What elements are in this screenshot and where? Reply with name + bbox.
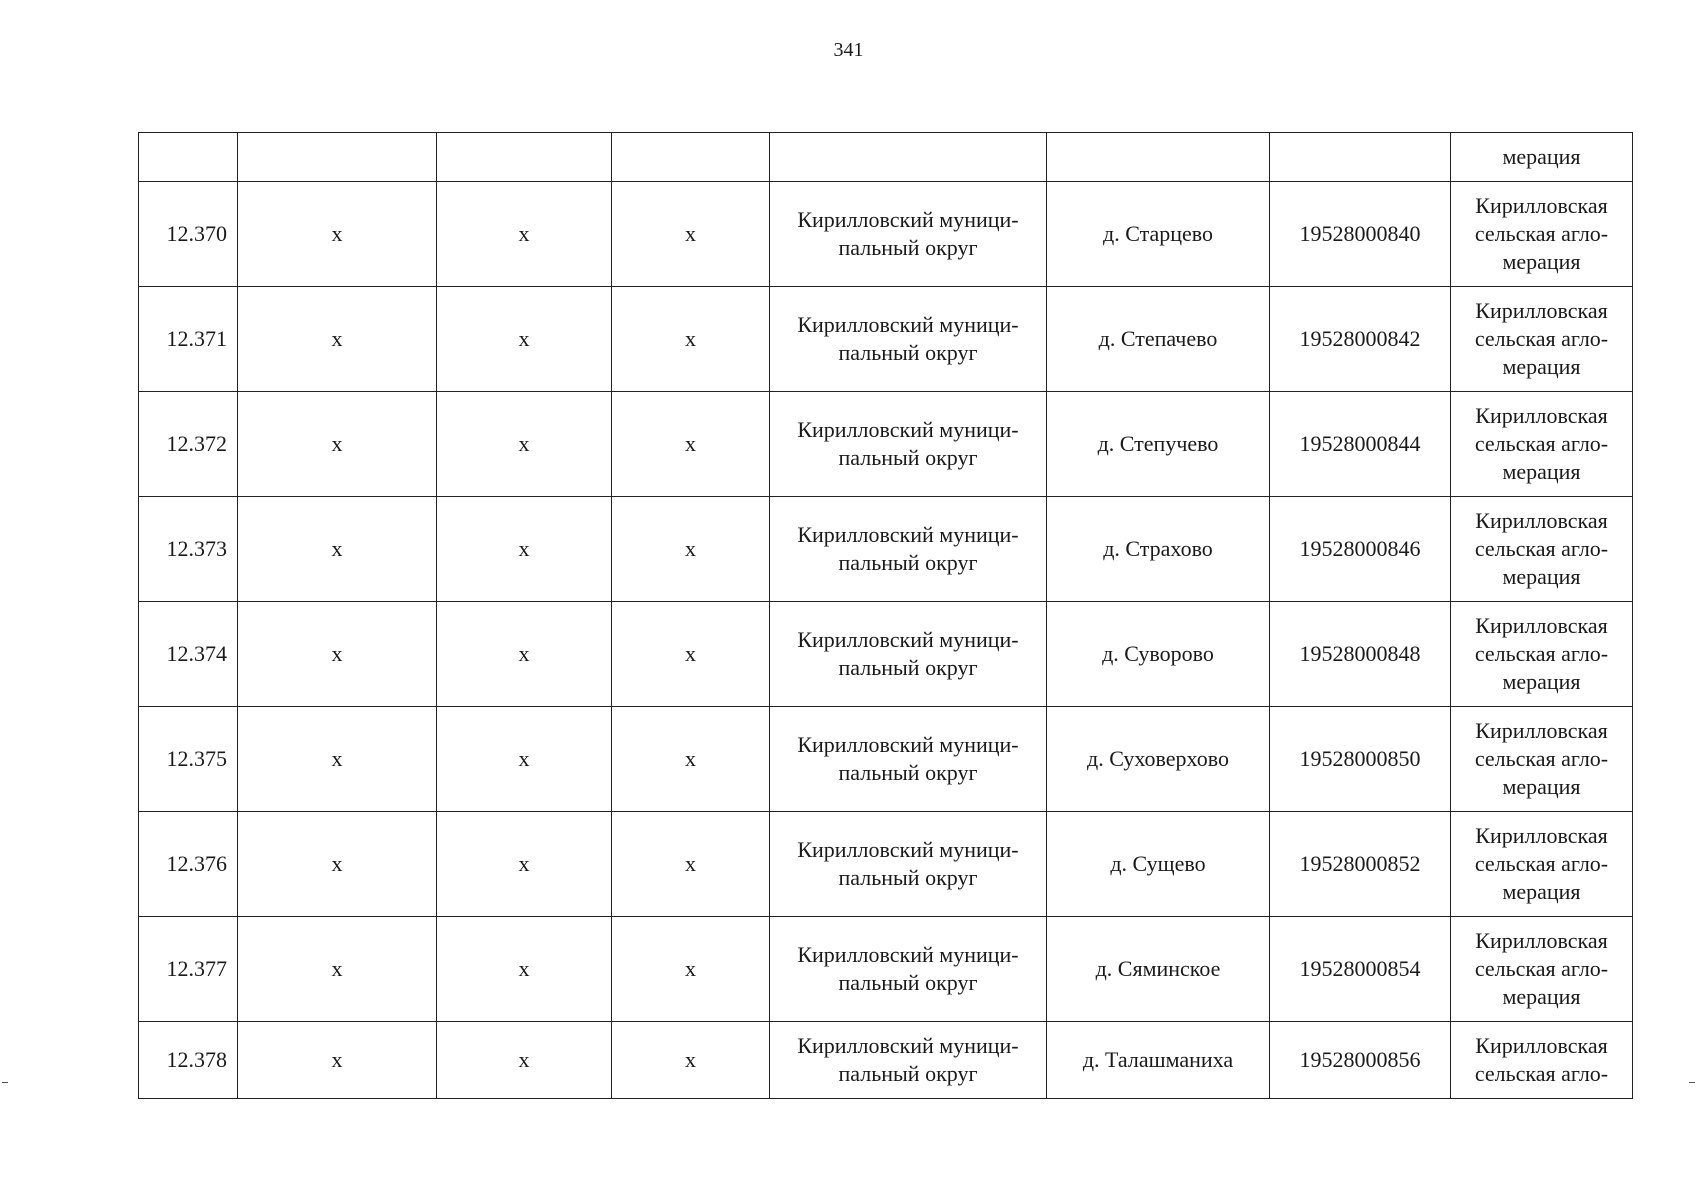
district-line: Кирилловский муници- xyxy=(797,1033,1019,1058)
agglomeration-line: сельская агло- xyxy=(1474,431,1609,456)
district-cell xyxy=(770,497,1047,602)
empty-cell xyxy=(770,133,1047,182)
code-cell: 19528000852 xyxy=(1270,812,1451,917)
agglomeration-line: мерация xyxy=(1502,249,1581,274)
district-line: Кирилловский муници- xyxy=(797,522,1019,547)
district-cell xyxy=(770,707,1047,812)
row-number: 12.377 xyxy=(139,917,238,1022)
cell-x: х xyxy=(238,707,437,812)
district-line: пальный округ xyxy=(838,1061,978,1086)
empty-cell xyxy=(238,133,437,182)
agglomeration-line: сельская агло- xyxy=(1474,326,1609,351)
continuation-cell: мерация xyxy=(1451,133,1633,182)
agglomeration-line: мерация xyxy=(1502,354,1581,379)
code-cell: 19528000848 xyxy=(1270,602,1451,707)
table-row xyxy=(139,392,1633,497)
table-row xyxy=(139,497,1633,602)
district-line: пальный округ xyxy=(838,550,978,575)
cell-x: х xyxy=(238,182,437,287)
cell-x: х xyxy=(238,602,437,707)
settlement-cell: д. Суховерхово xyxy=(1047,707,1270,812)
row-number: 12.373 xyxy=(139,497,238,602)
cell-x: х xyxy=(238,497,437,602)
table-row xyxy=(139,812,1633,917)
cell-x: х xyxy=(437,182,612,287)
cell-x: х xyxy=(612,182,770,287)
settlement-cell: д. Старцево xyxy=(1047,182,1270,287)
row-number: 12.370 xyxy=(139,182,238,287)
agglomeration-line: сельская агло- xyxy=(1474,641,1609,666)
cell-x: х xyxy=(238,917,437,1022)
empty-cell xyxy=(437,133,612,182)
cell-x: х xyxy=(612,392,770,497)
code-cell: 19528000850 xyxy=(1270,707,1451,812)
agglomeration-cell xyxy=(1451,602,1633,707)
cell-x: х xyxy=(437,812,612,917)
empty-cell xyxy=(1047,133,1270,182)
cell-x: х xyxy=(612,497,770,602)
cell-x: х xyxy=(612,1022,770,1099)
agglomeration-line: сельская агло- xyxy=(1474,221,1609,246)
district-line: Кирилловский муници- xyxy=(797,417,1019,442)
settlements-table xyxy=(138,132,1633,1099)
row-number: 12.378 xyxy=(139,1022,238,1099)
cell-x: х xyxy=(437,287,612,392)
settlement-cell: д. Суворово xyxy=(1047,602,1270,707)
agglomeration-cell xyxy=(1451,917,1633,1022)
cell-x: х xyxy=(612,812,770,917)
page-number: 341 xyxy=(833,39,864,61)
cell-x: х xyxy=(437,917,612,1022)
scan-artifact-right xyxy=(1689,1082,1695,1083)
agglomeration-line: Кирилловская xyxy=(1475,823,1608,848)
row-number: 12.374 xyxy=(139,602,238,707)
district-cell xyxy=(770,602,1047,707)
agglomeration-line: мерация xyxy=(1502,984,1581,1009)
settlement-cell: д. Степачево xyxy=(1047,287,1270,392)
agglomeration-line: мерация xyxy=(1502,459,1581,484)
continuation-row xyxy=(139,133,1633,182)
district-cell xyxy=(770,1022,1047,1099)
table-row xyxy=(139,287,1633,392)
settlement-cell: д. Сяминское xyxy=(1047,917,1270,1022)
cell-x: х xyxy=(437,392,612,497)
code-cell: 19528000842 xyxy=(1270,287,1451,392)
agglomeration-cell xyxy=(1451,182,1633,287)
district-line: Кирилловский муници- xyxy=(797,732,1019,757)
code-cell: 19528000840 xyxy=(1270,182,1451,287)
district-line: пальный округ xyxy=(838,445,978,470)
table-row xyxy=(139,1022,1633,1099)
district-line: пальный округ xyxy=(838,340,978,365)
district-line: пальный округ xyxy=(838,655,978,680)
agglomeration-line: Кирилловская xyxy=(1475,298,1608,323)
code-cell: 19528000846 xyxy=(1270,497,1451,602)
cell-x: х xyxy=(238,392,437,497)
empty-cell xyxy=(1270,133,1451,182)
code-cell: 19528000844 xyxy=(1270,392,1451,497)
district-cell xyxy=(770,812,1047,917)
scan-artifact-left xyxy=(2,1082,8,1083)
table-row xyxy=(139,917,1633,1022)
cell-x: х xyxy=(238,287,437,392)
district-cell xyxy=(770,917,1047,1022)
district-line: Кирилловский муници- xyxy=(797,837,1019,862)
cell-x: х xyxy=(612,287,770,392)
code-cell: 19528000854 xyxy=(1270,917,1451,1022)
district-line: Кирилловский муници- xyxy=(797,942,1019,967)
table-row xyxy=(139,602,1633,707)
empty-cell xyxy=(139,133,238,182)
table-body xyxy=(139,133,1633,1099)
district-line: пальный округ xyxy=(838,235,978,260)
table-row xyxy=(139,707,1633,812)
agglomeration-line: мерация xyxy=(1502,669,1581,694)
settlement-cell: д. Степучево xyxy=(1047,392,1270,497)
table-row xyxy=(139,182,1633,287)
agglomeration-line: мерация xyxy=(1502,564,1581,589)
cell-x: х xyxy=(437,707,612,812)
agglomeration-line: Кирилловская xyxy=(1475,718,1608,743)
row-number: 12.371 xyxy=(139,287,238,392)
district-line: пальный округ xyxy=(838,865,978,890)
agglomeration-cell xyxy=(1451,707,1633,812)
cell-x: х xyxy=(238,1022,437,1099)
district-cell xyxy=(770,182,1047,287)
row-number: 12.372 xyxy=(139,392,238,497)
row-number: 12.375 xyxy=(139,707,238,812)
cell-x: х xyxy=(612,602,770,707)
district-line: Кирилловский муници- xyxy=(797,627,1019,652)
agglomeration-cell xyxy=(1451,287,1633,392)
agglomeration-line: сельская агло- xyxy=(1474,851,1609,876)
agglomeration-line: сельская агло- xyxy=(1474,536,1609,561)
agglomeration-line: Кирилловская xyxy=(1475,193,1608,218)
agglomeration-cell xyxy=(1451,812,1633,917)
agglomeration-line: сельская агло- xyxy=(1474,1061,1609,1086)
district-line: пальный округ xyxy=(838,760,978,785)
agglomeration-cell xyxy=(1451,497,1633,602)
agglomeration-line: мерация xyxy=(1502,879,1581,904)
settlement-cell: д. Талашманиха xyxy=(1047,1022,1270,1099)
cell-x: х xyxy=(437,497,612,602)
agglomeration-line: Кирилловская xyxy=(1475,928,1608,953)
agglomeration-line: мерация xyxy=(1502,774,1581,799)
district-line: Кирилловский муници- xyxy=(797,207,1019,232)
cell-x: х xyxy=(612,707,770,812)
district-line: Кирилловский муници- xyxy=(797,312,1019,337)
cell-x: х xyxy=(238,812,437,917)
district-line: пальный округ xyxy=(838,970,978,995)
settlement-cell: д. Страхово xyxy=(1047,497,1270,602)
agglomeration-cell xyxy=(1451,1022,1633,1099)
agglomeration-line: Кирилловская xyxy=(1475,508,1608,533)
agglomeration-line: сельская агло- xyxy=(1474,746,1609,771)
agglomeration-cell xyxy=(1451,392,1633,497)
cell-x: х xyxy=(437,602,612,707)
agglomeration-line: сельская агло- xyxy=(1474,956,1609,981)
code-cell: 19528000856 xyxy=(1270,1022,1451,1099)
cell-x: х xyxy=(612,917,770,1022)
agglomeration-line: Кирилловская xyxy=(1475,403,1608,428)
agglomeration-line: Кирилловская xyxy=(1475,1033,1608,1058)
row-number: 12.376 xyxy=(139,812,238,917)
agglomeration-line: Кирилловская xyxy=(1475,613,1608,638)
district-cell xyxy=(770,287,1047,392)
cell-x: х xyxy=(437,1022,612,1099)
district-cell xyxy=(770,392,1047,497)
settlement-cell: д. Сущево xyxy=(1047,812,1270,917)
empty-cell xyxy=(612,133,770,182)
